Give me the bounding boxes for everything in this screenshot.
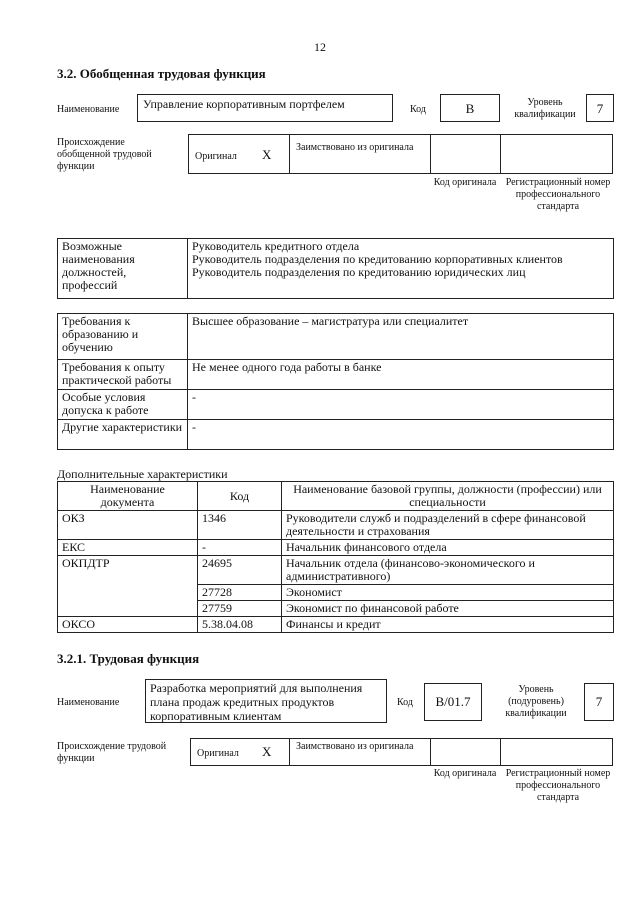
- position-item: Руководитель подразделения по кредитованию юридических лиц: [192, 265, 526, 279]
- row-doc: ОКПДТР: [58, 556, 198, 617]
- req-label-education: Требования к образованию и обучению: [58, 314, 188, 360]
- reg-num-caption: Регистрационный номер профессионального стандарта: [505, 177, 611, 212]
- name-label: Наименование: [57, 104, 120, 115]
- header-code: Код: [198, 482, 282, 511]
- orig-code-caption: Код оригинала: [433, 177, 497, 188]
- req-value-education: Высшее образование – магистратура или специалитет: [188, 314, 614, 360]
- original-label: Оригинал: [195, 151, 237, 162]
- function-original-mark: X: [262, 744, 272, 759]
- positions-label: Возможные наименования должностей, профессий: [58, 239, 188, 299]
- function-code-value: B/01.7: [424, 683, 482, 721]
- position-item: Руководитель кредитного отдела: [192, 239, 360, 253]
- origin-label: Происхождение обобщенной трудовой функции: [57, 137, 152, 172]
- row-code: 27759: [198, 601, 282, 617]
- function-original-label: Оригинал: [197, 748, 239, 759]
- level-label: Уровень квалификации: [514, 97, 576, 120]
- req-value-other: -: [188, 420, 614, 450]
- code-label: Код: [410, 104, 426, 115]
- function-origin-label: Происхождение трудовой функции: [57, 741, 167, 764]
- req-label-other: Другие характеристики: [58, 420, 188, 450]
- code-value: B: [440, 94, 500, 122]
- page-number: 12: [314, 40, 326, 54]
- row-doc: ОКЗ: [58, 511, 198, 540]
- row-doc: ЕКС: [58, 540, 198, 556]
- header-name: Наименование базовой группы, должности (профессии) или специальности: [282, 482, 614, 511]
- req-label-conditions: Особые условия допуска к работе: [58, 390, 188, 420]
- position-item: Руководитель подразделения по кредитованию корпоративных клиентов: [192, 252, 563, 266]
- function-name-label: Наименование: [57, 697, 120, 708]
- borrowed-label: Заимствовано из оригинала: [296, 142, 414, 153]
- row-name: Начальник финансового отдела: [282, 540, 614, 556]
- row-code: 1346: [198, 511, 282, 540]
- additional-caption: Дополнительные характеристики: [57, 467, 228, 481]
- function-borrowed-label: Заимствовано из оригинала: [296, 741, 414, 752]
- row-doc: ОКСО: [58, 617, 198, 633]
- function-level-value: 7: [584, 683, 614, 721]
- function-code-label: Код: [397, 697, 413, 708]
- row-name: Финансы и кредит: [282, 617, 614, 633]
- row-code: 27728: [198, 585, 282, 601]
- level-value: 7: [586, 94, 614, 122]
- positions-table: [57, 238, 614, 299]
- header-doc: Наименование документа: [58, 482, 198, 511]
- row-name: Начальник отдела (финансово-экономического и административного): [282, 556, 614, 585]
- row-code: 24695: [198, 556, 282, 585]
- function-level-label: Уровень (подуровень) квалификации: [505, 684, 567, 719]
- function-reg-num-caption: Регистрационный номер профессионального стандарта: [505, 768, 611, 803]
- row-code: -: [198, 540, 282, 556]
- origin-box: [188, 134, 613, 174]
- req-value-conditions: -: [188, 390, 614, 420]
- section-title: 3.2. Обобщенная трудовая функция: [57, 66, 266, 81]
- req-value-experience: Не менее одного года работы в банке: [188, 360, 614, 390]
- row-name: Экономист: [282, 585, 614, 601]
- req-label-experience: Требования к опыту практической работы: [58, 360, 188, 390]
- function-title: 3.2.1. Трудовая функция: [57, 651, 200, 666]
- requirements-table: [57, 313, 614, 450]
- function-orig-code-caption: Код оригинала: [433, 768, 497, 779]
- function-name-value: Разработка мероприятий для выполнения плана продаж кредитных продуктов корпоративным клиентам: [145, 679, 387, 723]
- row-name: Экономист по финансовой работе: [282, 601, 614, 617]
- row-code: 5.38.04.08: [198, 617, 282, 633]
- additional-table: [57, 481, 614, 633]
- row-name: Руководители служб и подразделений в сфере финансовой деятельности и страхования: [282, 511, 614, 540]
- original-mark: X: [262, 147, 272, 162]
- name-value: Управление корпоративным портфелем: [137, 94, 393, 122]
